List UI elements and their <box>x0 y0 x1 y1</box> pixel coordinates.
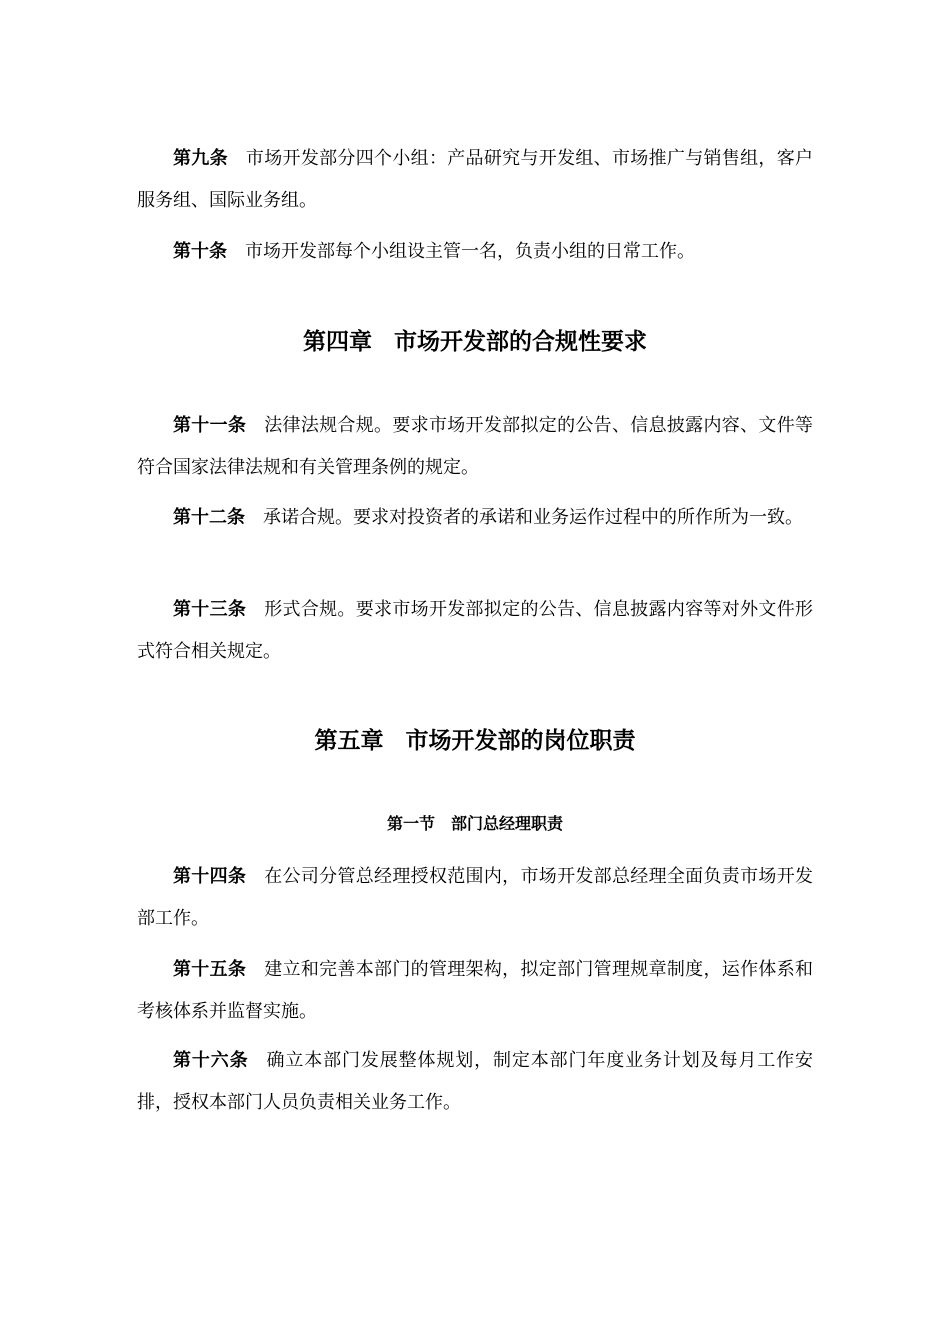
article-label: 第十五条 <box>173 959 247 980</box>
article-11 <box>137 405 813 489</box>
chapter-number: 第五章 <box>314 728 384 754</box>
chapter-4-heading <box>137 322 813 362</box>
article-text: 法律法规合规。要求市场开发部拟定的公告、信息披露内容、文件等符合国家法律法规和有关管理条例的规定。 <box>137 415 814 478</box>
section-1-heading <box>137 810 813 838</box>
chapter-number: 第四章 <box>303 329 372 355</box>
article-13 <box>137 589 813 673</box>
article-16 <box>137 1040 813 1124</box>
article-label: 第十四条 <box>173 866 247 887</box>
section-title: 部门总经理职责 <box>451 814 564 833</box>
article-15 <box>137 949 813 1033</box>
article-label: 第十六条 <box>173 1050 249 1071</box>
section-number: 第一节 <box>386 814 435 833</box>
article-text: 市场开发部每个小组设主管一名，负责小组的日常工作。 <box>245 241 695 262</box>
article-text: 承诺合规。要求对投资者的承诺和业务运作过程中的所作所为一致。 <box>263 507 803 528</box>
article-14 <box>137 856 813 940</box>
article-text: 形式合规。要求市场开发部拟定的公告、信息披露内容等对外文件形式符合相关规定。 <box>137 599 814 662</box>
article-12 <box>137 497 813 539</box>
chapter-title: 市场开发部的合规性要求 <box>394 329 647 355</box>
article-9 <box>137 138 813 222</box>
article-text: 确立本部门发展整体规划，制定本部门年度业务计划及每月工作安排，授权本部门人员负责相关业务工作。 <box>137 1050 813 1113</box>
chapter-title: 市场开发部的岗位职责 <box>405 728 636 754</box>
chapter-5-heading <box>137 721 813 761</box>
article-text: 市场开发部分四个小组：产品研究与开发组、市场推广与销售组，客户服务组、国际业务组。 <box>137 148 814 211</box>
article-10 <box>137 231 813 273</box>
article-label: 第十二条 <box>173 507 245 528</box>
article-text: 在公司分管总经理授权范围内，市场开发部总经理全面负责市场开发部工作。 <box>137 866 814 929</box>
article-label: 第十一条 <box>173 415 247 436</box>
article-label: 第九条 <box>173 148 228 169</box>
article-label: 第十三条 <box>173 599 247 620</box>
article-text: 建立和完善本部门的管理架构，拟定部门管理规章制度，运作体系和考核体系并监督实施。 <box>137 959 814 1022</box>
article-label: 第十条 <box>173 241 227 262</box>
